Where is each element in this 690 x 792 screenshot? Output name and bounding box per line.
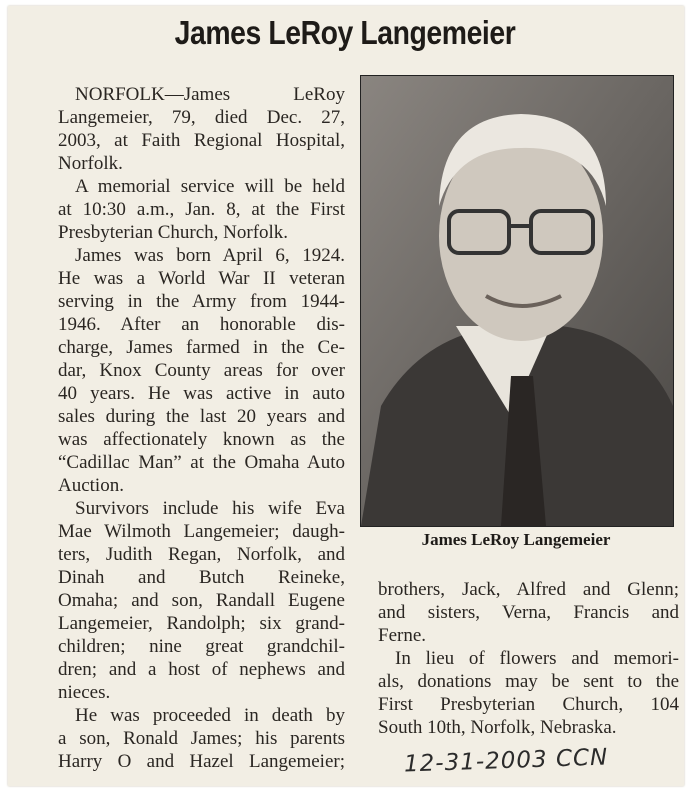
- text-line: Presbyterian Church, Norfolk.: [58, 222, 289, 243]
- text-line: Harry O and Hazel Langemeier;: [58, 751, 345, 772]
- text-line: South 10th, Norfolk, Nebraska.: [378, 717, 617, 738]
- text-line: He was proceeded in death by: [75, 705, 345, 726]
- text-line: Dinah and Butch Reineke,: [58, 567, 345, 588]
- text-line: serving in the Army from 1944-: [58, 291, 345, 312]
- photo-caption: James LeRoy Langemeier: [421, 530, 611, 549]
- text-line: a son, Ronald James; his parents: [58, 728, 345, 749]
- text-line: ters, Judith Regan, Norfolk, and: [58, 544, 345, 565]
- text-line: als, donations may be sent to the: [378, 671, 679, 692]
- text-line: and sisters, Verna, Francis and: [378, 602, 679, 623]
- text-line: 1946. After an honorable dis-: [58, 314, 345, 335]
- text-line: First Presbyterian Church, 104: [378, 694, 679, 715]
- text-line: dren; and a host of nephews and: [58, 659, 345, 680]
- text-line: James was born April 6, 1924.: [75, 245, 345, 266]
- text-line: Norfolk.: [58, 153, 123, 174]
- text-line: 40 years. He was active in auto: [58, 383, 345, 404]
- text-line: sales during the last 20 years and: [58, 406, 345, 427]
- text-line: Ferne.: [378, 625, 427, 646]
- text-line: In lieu of flowers and memori-: [395, 648, 679, 669]
- text-line: “Cadillac Man” at the Omaha Auto: [58, 452, 345, 473]
- text-line: NORFOLK—James LeRoy: [75, 84, 345, 105]
- text-line: Langemeier, Randolph; six grand-: [58, 613, 345, 634]
- right-column-text: [378, 578, 679, 739]
- text-line: Mae Wilmoth Langemeier; daugh-: [58, 521, 345, 542]
- text-line: Omaha; and son, Randall Eugene: [58, 590, 345, 611]
- text-line: brothers, Jack, Alfred and Glenn;: [378, 579, 679, 600]
- text-line: nieces.: [58, 682, 111, 703]
- text-line: at 10:30 a.m., Jan. 8, at the First: [58, 199, 345, 220]
- text-line: charge, James farmed in the Ce-: [58, 337, 345, 358]
- handwritten-date-note: 12-31-2003 CCN: [403, 744, 609, 778]
- text-line: was affectionately known as the: [58, 429, 345, 450]
- headline: James LeRoy Langemeier: [174, 14, 516, 51]
- text-line: He was a World War II veteran: [58, 268, 345, 289]
- text-line: Langemeier, 79, died Dec. 27,: [58, 107, 345, 128]
- portrait-photo: [360, 75, 674, 527]
- text-line: children; nine great grandchil-: [58, 636, 345, 657]
- text-line: A memorial service will be held: [75, 176, 345, 197]
- text-line: Auction.: [58, 475, 124, 496]
- text-line: dar, Knox County areas for over: [58, 360, 345, 381]
- portrait-image: [361, 76, 673, 526]
- left-column-text: [58, 83, 345, 773]
- text-line: 2003, at Faith Regional Hospital,: [58, 130, 345, 151]
- text-line: Survivors include his wife Eva: [75, 498, 345, 519]
